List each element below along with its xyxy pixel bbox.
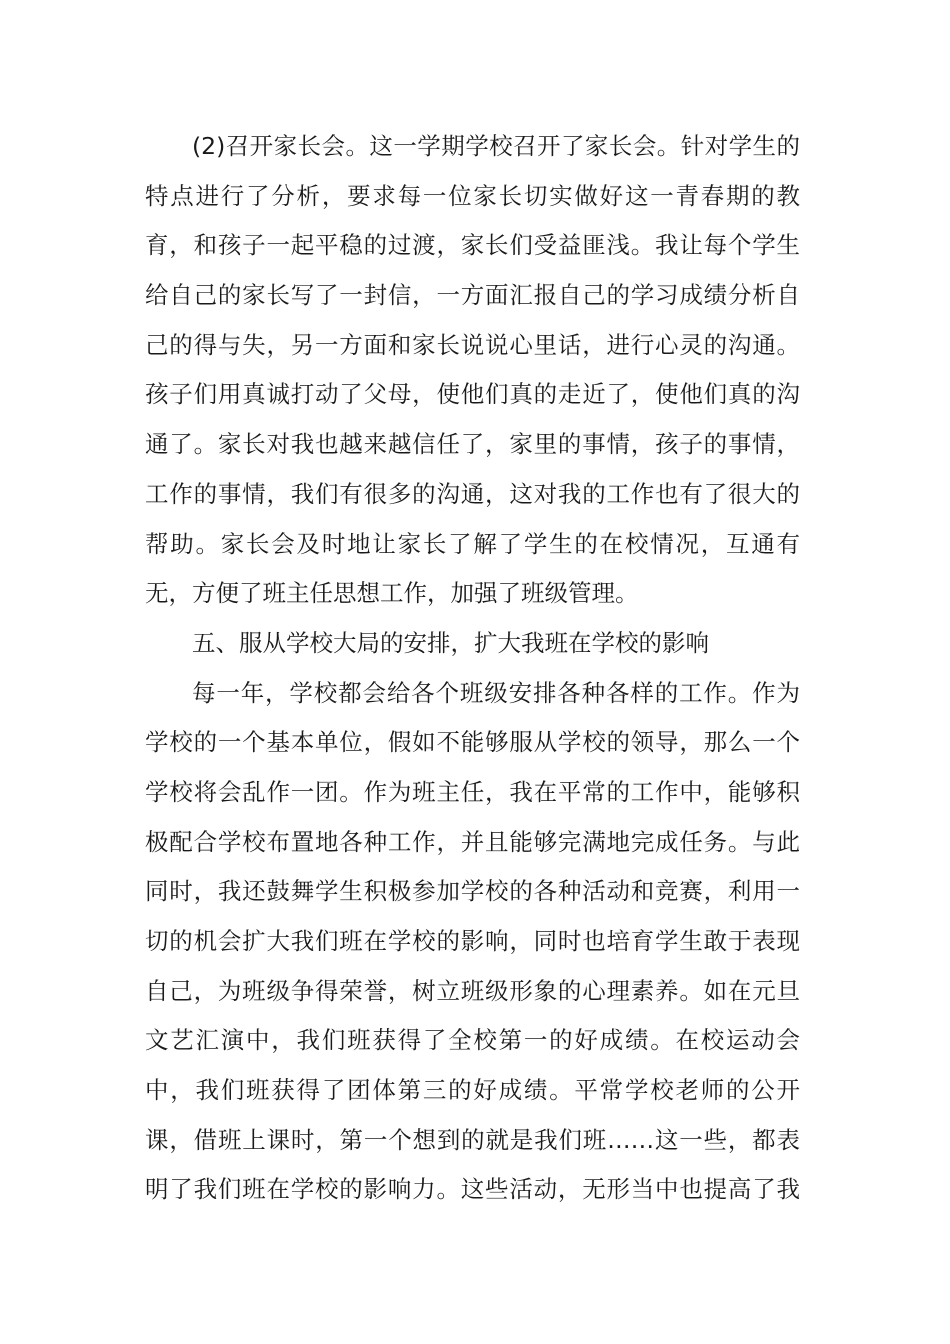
text-line: 极配合学校布置地各种工作，并且能够完满地完成任务。与此 — [145, 827, 800, 856]
text-line: 孩子们用真诚打动了父母，使他们真的走近了，使他们真的沟 — [145, 380, 800, 409]
text-line: 文艺汇演中，我们班获得了全校第一的好成绩。在校运动会 — [145, 1026, 800, 1055]
text-line: 工作的事情，我们有很多的沟通，这对我的工作也有了很大的 — [145, 479, 800, 508]
text-line: 特点进行了分析，要求每一位家长切实做好这一青春期的教 — [145, 181, 800, 210]
heading-line: 五、服从学校大局的安排，扩大我班在学校的影响 — [192, 628, 709, 657]
text-line: 中，我们班获得了团体第三的好成绩。平常学校老师的公开 — [145, 1076, 800, 1105]
paragraph-parent-meeting — [145, 122, 800, 619]
text-line: 学校的一个基本单位，假如不能够服从学校的领导，那么一个 — [145, 728, 800, 757]
document-body — [145, 122, 800, 1215]
text-line: 通了。家长对我也越来越信任了，家里的事情，孩子的事情， — [145, 430, 800, 459]
text-line: 明了我们班在学校的影响力。这些活动，无形当中也提高了我 — [145, 1175, 800, 1204]
text-line: 每一年，学校都会给各个班级安排各种各样的工作。作为 — [192, 678, 800, 707]
paragraph-school-work — [145, 669, 800, 1216]
section-heading — [145, 619, 800, 669]
text-line: (2)召开家长会。这一学期学校召开了家长会。针对学生的 — [192, 132, 800, 160]
text-line: 己的得与失，另一方面和家长说说心里话，进行心灵的沟通。 — [145, 330, 800, 359]
text-line: 给自己的家长写了一封信，一方面汇报自己的学习成绩分析自 — [145, 281, 800, 310]
text-line: 切的机会扩大我们班在学校的影响，同时也培育学生敢于表现 — [145, 927, 800, 955]
text-line: 无，方便了班主任思想工作，加强了班级管理。 — [145, 579, 639, 608]
text-line: 育，和孩子一起平稳的过渡，家长们受益匪浅。我让每个学生 — [145, 231, 800, 260]
text-line: 同时，我还鼓舞学生积极参加学校的各种活动和竞赛，利用一 — [145, 877, 800, 906]
text-line: 自己，为班级争得荣誉，树立班级形象的心理素养。如在元旦 — [145, 976, 800, 1005]
text-line: 课，借班上课时，第一个想到的就是我们班……这一些，都表 — [145, 1125, 800, 1154]
text-line: 帮助。家长会及时地让家长了解了学生的在校情况，互通有 — [145, 529, 800, 558]
text-line: 学校将会乱作一团。作为班主任，我在平常的工作中，能够积 — [145, 777, 800, 806]
